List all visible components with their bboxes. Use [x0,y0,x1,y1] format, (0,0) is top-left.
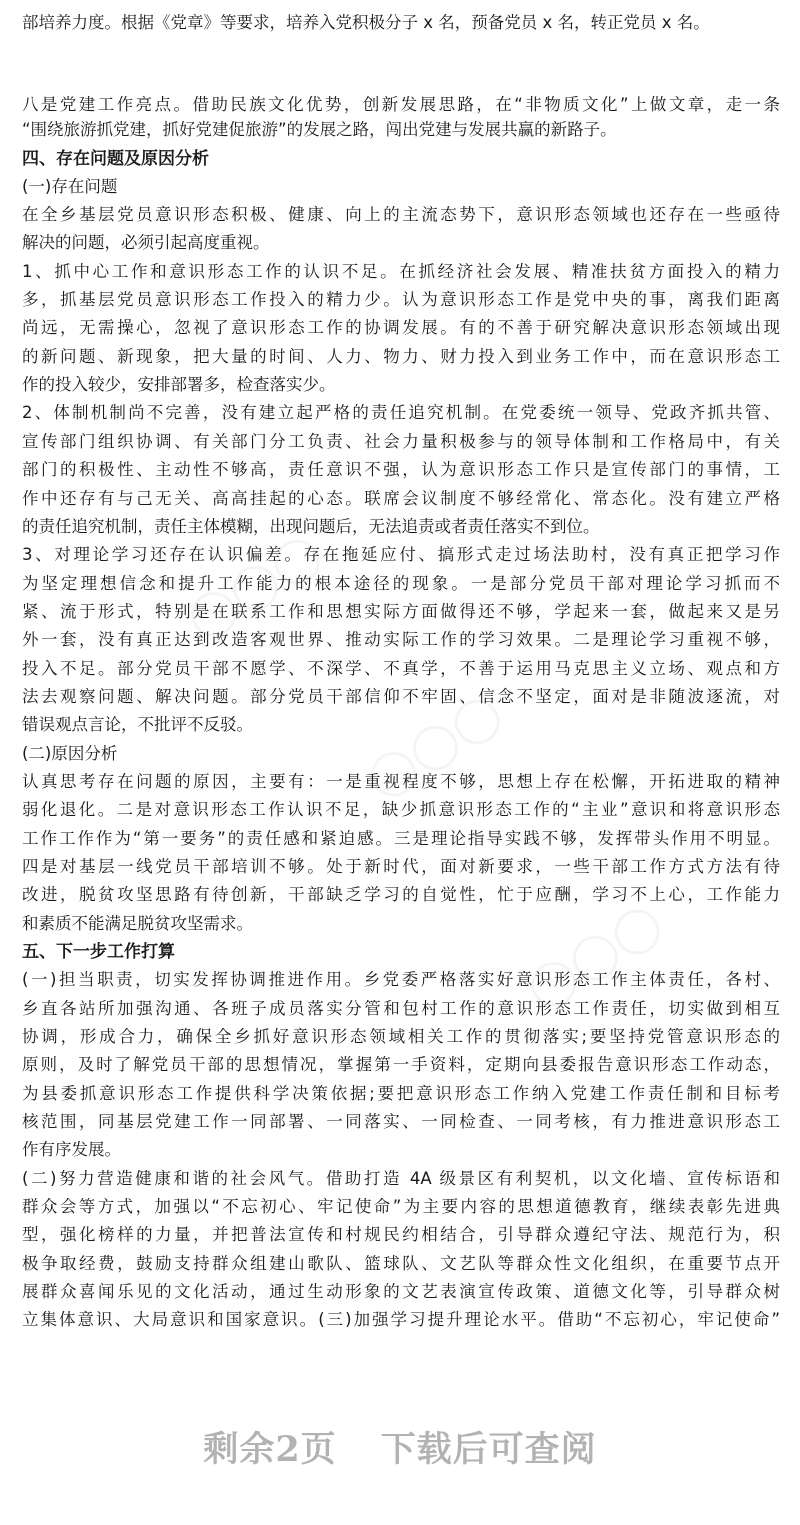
paragraph-line: 错误观点言论，不批评不反驳。 [22,715,253,734]
paragraph-line: 尚远，无需操心，忽视了意识形态工作的协调发展。有的不善于研究解决意识形态领域出现 [22,318,780,337]
paragraph-line: (二)努力营造健康和谐的社会风气。借助打造 4A 级景区有利契机，以文化墙、宣传标语和 [22,1169,780,1188]
paragraph-line: 认真思考存在问题的原因，主要有：一是重视程度不够，思想上存在松懈，开拓进取的精神 [22,772,780,791]
paragraph-line: 外一套，没有真正达到改造客观世界、推动实际工作的学习效果。二是理论学习重视不够， [22,630,780,649]
paragraph-line: 宣传部门组织协调、有关部门分工负责、社会力量积极参与的领导体制和工作格局中，有关 [22,432,780,451]
paragraph-line: 群众会等方式，加强以“不忘初心、牢记使命”为主要内容的思想道德教育，继续表彰先进典 [22,1197,780,1216]
paragraph-line: 作的投入较少，安排部署多，检查落实少。 [22,375,336,394]
paragraph-line: 立集体意识、大局意识和国家意识。(三)加强学习提升理论水平。借助“不忘初心，牢记使命” [22,1310,780,1329]
paragraph-line: 极争取经费，鼓励支持群众组建山歌队、篮球队、文艺队等群众性文化组织，在重要节点开 [22,1254,780,1273]
paragraph-line: 作有序发展。 [22,1140,121,1159]
paragraph-line: 协调，形成合力，确保全乡抓好意识形态领域相关工作的贯彻落实;要坚持党管意识形态的 [22,1027,780,1046]
paragraph-line: 四是对基层一线党员干部培训不够。处于新时代，面对新要求，一些干部工作方式方法有待 [22,857,780,876]
paragraph-line: 部门的积极性、主动性不够高，责任意识不强，认为意识形态工作只是宣传部门的事情，工 [22,460,780,479]
remaining-pages-label[interactable]: 剩余2页 [203,1429,337,1470]
subsection-heading: (一)存在问题 [22,177,118,196]
paragraph-line: 的新问题、新现象，把大量的时间、人力、物力、财力投入到业务工作中，而在意识形态工 [22,347,780,366]
paragraph-line: 部培养力度。根据《党章》等要求，培养入党积极分子 x 名，预备党员 x 名，转正党员 x 名。 [22,13,710,32]
paragraph-line: 紧、流于形式，特别是在联系工作和思想实际方面做得还不够，学起来一套，做起来又是另 [22,602,780,621]
section-heading: 四、存在问题及原因分析 [22,149,209,169]
paragraph-line: 为县委抓意识形态工作提供科学决策依据;要把意识形态工作纳入党建工作责任制和目标考 [22,1084,780,1103]
paragraph-line: 弱化退化。二是对意识形态工作认识不足，缺少抓意识形态工作的“主业”意识和将意识形态 [22,800,780,819]
section-heading: 五、下一步工作打算 [22,942,175,962]
paragraph-line: 投入不足。部分党员干部不愿学、不深学、不真学，不善于运用马克思主义立场、观点和方 [22,659,780,678]
paragraph-line: 的责任追究机制，责任主体模糊，出现问题后，无法追责或者责任落实不到位。 [22,517,600,536]
paragraph-line: 八是党建工作亮点。借助民族文化优势，创新发展思路，在“非物质文化”上做文章，走一条 [22,95,780,114]
paragraph-line: “围绕旅游抓党建，抓好党建促旅游”的发展之路，闯出党建与发展共赢的新路子。 [22,120,617,139]
watermark: ◯◯◯ [357,684,511,807]
paragraph-line: 展群众喜闻乐见的文化活动，通过生动形象的文艺表演宣传政策、道德文化等，引导群众树 [22,1282,780,1301]
paragraph-line: 作中还存有与己无关、高高挂起的心态。联席会议制度不够经常化、常态化。没有建立严格 [22,489,780,508]
paragraph-line: 在全乡基层党员意识形态积极、健康、向上的主流态势下，意识形态领域也还存在一些亟待 [22,205,780,224]
paragraph-line: 法去观察问题、解决问题。部分党员干部信仰不牢固、信念不坚定，面对是非随波逐流，对 [22,687,780,706]
watermark: ◯◯◯ [177,524,331,647]
paragraph-line: (一)担当职责，切实发挥协调推进作用。乡党委严格落实好意识形态工作主体责任，各村、 [22,970,780,989]
paragraph-line: 乡直各站所加强沟通、各班子成员落实分管和包村工作的意识形态工作责任，切实做到相互 [22,999,780,1018]
paragraph-line: 和素质不能满足脱贫攻坚需求。 [22,914,253,933]
paragraph-line: 改进，脱贫攻坚思路有待创新，干部缺乏学习的自觉性，忙于应酬，学习不上心，工作能力 [22,885,780,904]
paragraph-line: 原则，及时了解党员干部的思想情况，掌握第一手资料，定期向县委报告意识形态工作动态， [22,1055,780,1074]
paragraph-line: 为坚定理想信念和提升工作能力的根本途径的现象。一是部分党员干部对理论学习抓而不 [22,574,780,593]
paragraph-line: 解决的问题，必须引起高度重视。 [22,233,270,252]
paragraph-line: 1、抓中心工作和意识形态工作的认识不足。在抓经济社会发展、精准扶贫方面投入的精力 [22,262,780,281]
paragraph-line: 型，强化榜样的力量，并把普法宣传和村规民约相结合，引导群众遵纪守法、规范行为，积 [22,1225,780,1244]
watermark: ◯◯◯ [517,894,671,1017]
paragraph-line: 2、体制机制尚不完善，没有建立起严格的责任追究机制。在党委统一领导、党政齐抓共管、 [22,403,780,422]
paragraph-line: 3、对理论学习还存在认识偏差。存在拖延应付、搞形式走过场法助村，没有真正把学习作 [22,545,780,564]
download-to-view-label[interactable]: 下载后可查阅 [380,1429,597,1470]
paragraph-line: 核范围，同基层党建工作一同部署、一同落实、一同检查、一同考核，有力推进意识形态工 [22,1112,780,1131]
paragraph-line: 多，抓基层党员意识形态工作投入的精力少。认为意识形态工作是党中央的事，离我们距离 [22,290,780,309]
subsection-heading: (二)原因分析 [22,744,118,763]
download-prompt[interactable] [0,1422,800,1472]
paragraph-line: 工作工作作为“第一要务”的责任感和紧迫感。三是理论指导实践不够，发挥带头作用不明显。 [22,829,780,848]
